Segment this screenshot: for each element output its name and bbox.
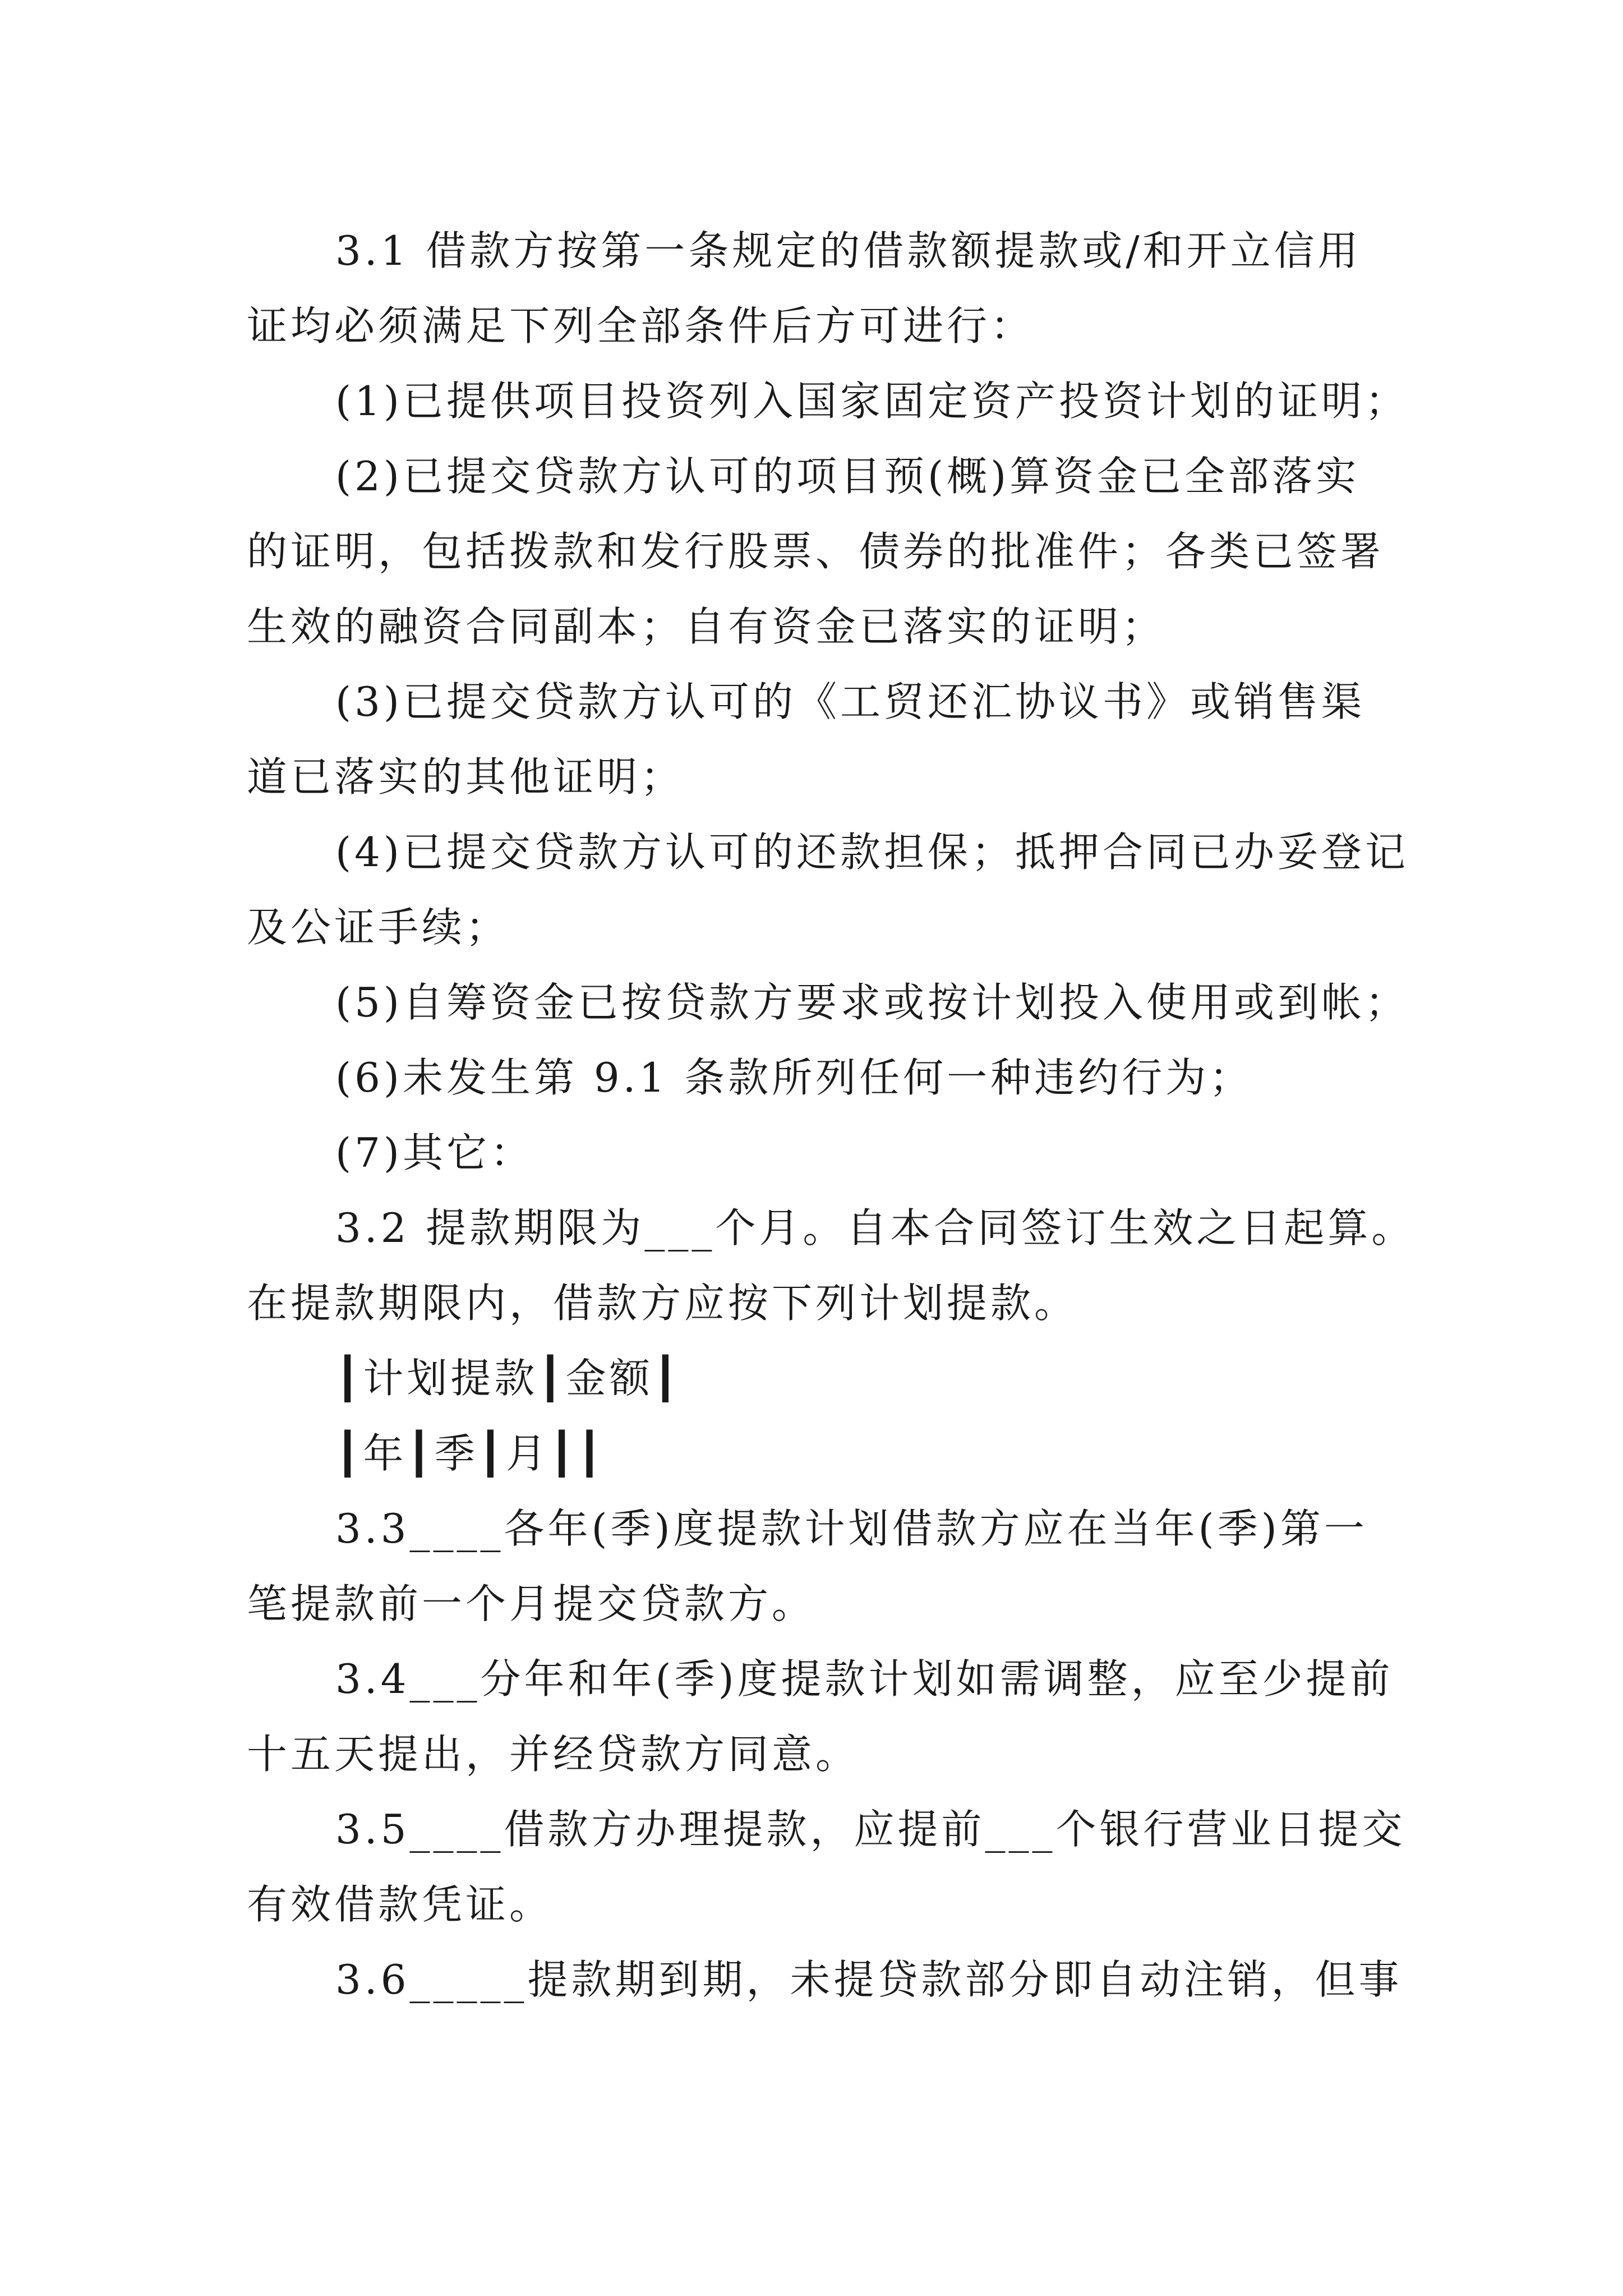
paragraph-line: 及公证手续； <box>247 904 510 951</box>
paragraph-line: 3.4___分年和年(季)度提款计划如需调整，应至少提前 <box>335 1655 1394 1703</box>
paragraph-line: (1)已提供项目投资列入国家固定资产投资计划的证明； <box>335 378 1409 425</box>
paragraph-line: 有效借款凭证。 <box>247 1881 554 1928</box>
table-subheader-row: ┃年┃季┃月┃┃ <box>335 1430 605 1477</box>
paragraph-line: 十五天提出，并经贷款方同意。 <box>247 1731 860 1778</box>
paragraph-line: 生效的融资合同副本；自有资金已落实的证明； <box>247 603 1166 650</box>
paragraph-line: 3.1 借款方按第一条规定的借款额提款或/和开立信用 <box>335 227 1362 274</box>
paragraph-line: 在提款期限内，借款方应按下列计划提款。 <box>247 1280 1078 1327</box>
paragraph-line: (5)自筹资金已按贷款方要求或按计划投入使用或到帐； <box>335 979 1409 1026</box>
paragraph-line: 证均必须满足下列全部条件后方可进行： <box>247 302 1035 349</box>
paragraph-line: (4)已提交贷款方认可的还款担保；抵押合同已办妥登记 <box>335 829 1409 876</box>
document-body <box>247 213 1415 2017</box>
paragraph-line: (6)未发生第 9.1 条款所列任何一种违约行为； <box>335 1054 1253 1101</box>
paragraph-line: 3.5____借款方办理提款，应提前___个银行营业日提交 <box>335 1806 1406 1853</box>
paragraph-line: (7)其它： <box>335 1129 534 1176</box>
paragraph-line: 笔提款前一个月提交贷款方。 <box>247 1580 816 1627</box>
paragraph-line: 的证明，包括拨款和发行股票、债券的批准件；各类已签署 <box>247 528 1385 575</box>
paragraph-line: (2)已提交贷款方认可的项目预(概)算资金已全部落实 <box>335 453 1360 500</box>
paragraph-line: 道已落实的其他证明； <box>247 753 685 800</box>
paragraph-line: 3.3____各年(季)度提款计划借款方应在当年(季)第一 <box>335 1505 1368 1552</box>
table-header-row: ┃计划提款┃金额┃ <box>335 1355 681 1402</box>
paragraph-line: 3.6_____提款期到期，未提贷款部分即自动注销，但事 <box>335 1956 1403 2003</box>
paragraph-line: 3.2 提款期限为___个月。自本合同签订生效之日起算。 <box>335 1204 1415 1251</box>
paragraph-line: (3)已提交贷款方认可的《工贸还汇协议书》或销售渠 <box>335 678 1365 725</box>
